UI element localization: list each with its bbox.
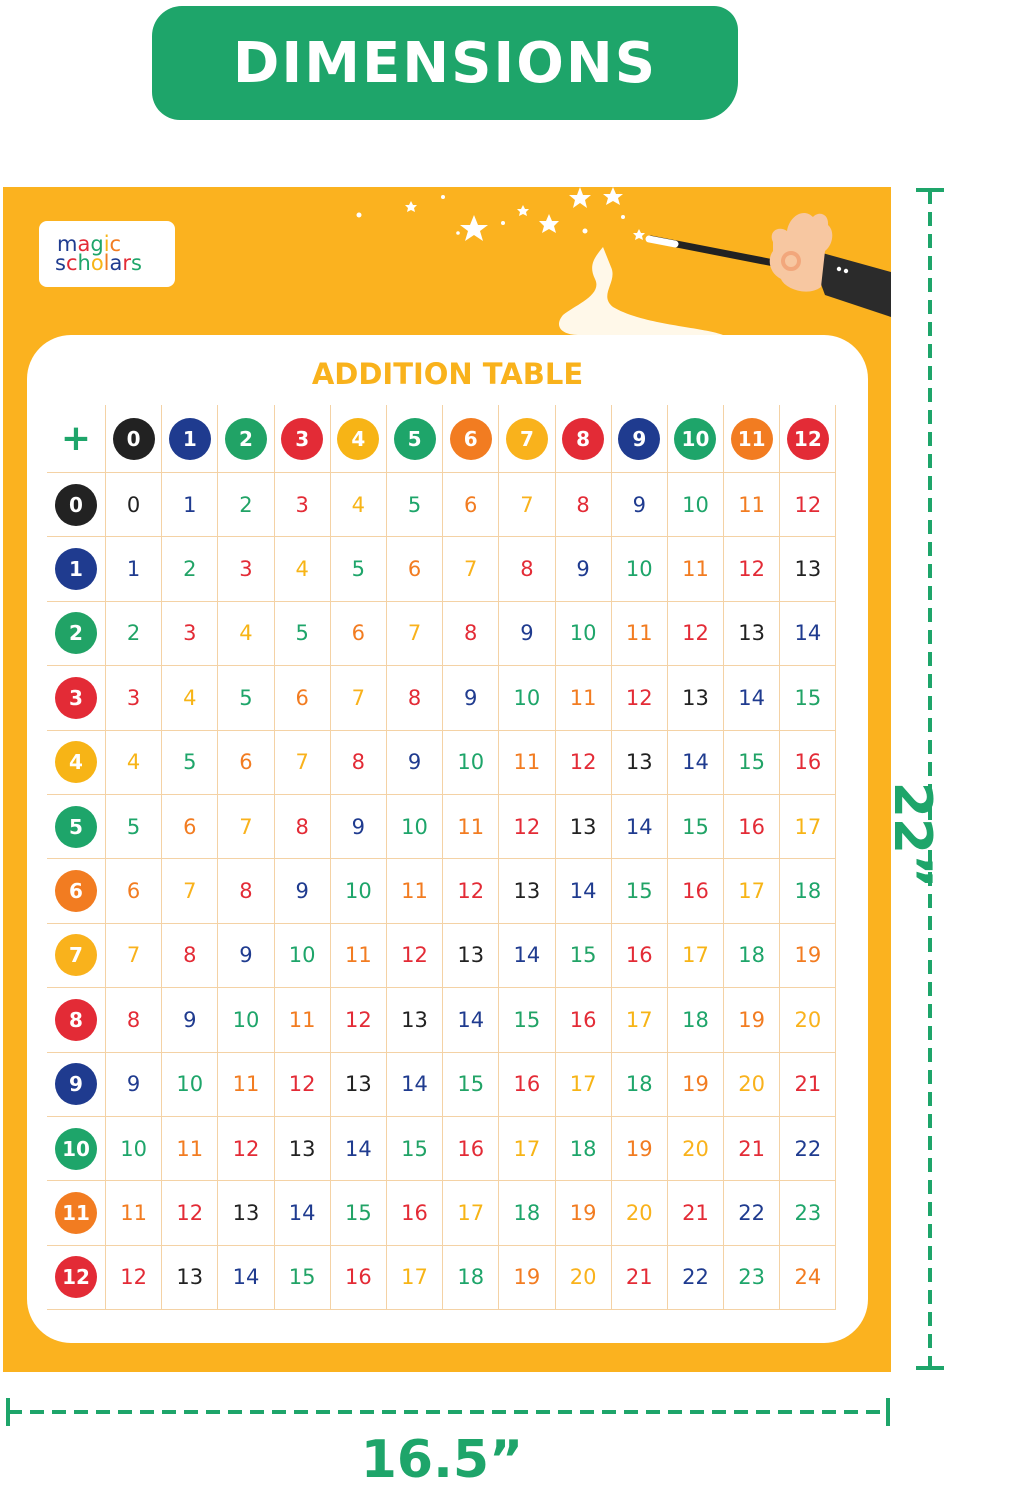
- sum-cell: 9: [443, 666, 499, 730]
- sum-cell: 5: [162, 731, 218, 795]
- sum-cell: 8: [556, 473, 612, 537]
- sum-cell: 3: [218, 537, 274, 601]
- sum-cell: 11: [275, 988, 331, 1052]
- sum-cell: 10: [275, 924, 331, 988]
- sum-cell: 16: [387, 1181, 443, 1245]
- sum-cell: 13: [780, 537, 836, 601]
- sum-cell: 19: [499, 1246, 555, 1310]
- sum-cell: 6: [275, 666, 331, 730]
- row-number-circle: 0: [55, 484, 97, 526]
- header-number-circle: 5: [394, 418, 436, 460]
- sum-cell: 19: [724, 988, 780, 1052]
- sum-cell: 14: [387, 1053, 443, 1117]
- sum-cell: 11: [387, 859, 443, 923]
- sum-cell: 5: [387, 473, 443, 537]
- row-number-circle: 8: [55, 999, 97, 1041]
- sum-cell: 8: [218, 859, 274, 923]
- sum-cell: 3: [162, 602, 218, 666]
- logo-letter: s: [131, 251, 142, 275]
- sum-cell: 6: [106, 859, 162, 923]
- sum-cell: 7: [387, 602, 443, 666]
- sum-cell: 4: [162, 666, 218, 730]
- sum-cell: 11: [556, 666, 612, 730]
- sum-cell: 21: [724, 1117, 780, 1181]
- logo-letter: c: [65, 251, 78, 275]
- sum-cell: 20: [556, 1246, 612, 1310]
- sum-cell: 17: [668, 924, 724, 988]
- sum-cell: 11: [612, 602, 668, 666]
- header-number-circle: 3: [281, 418, 323, 460]
- sum-cell: 13: [556, 795, 612, 859]
- sum-cell: 11: [106, 1181, 162, 1245]
- sum-cell: 8: [106, 988, 162, 1052]
- sum-cell: 16: [499, 1053, 555, 1117]
- sum-cell: 10: [499, 666, 555, 730]
- sum-cell: 14: [218, 1246, 274, 1310]
- sum-cell: 17: [780, 795, 836, 859]
- sum-cell: 16: [556, 988, 612, 1052]
- height-label: 22”: [882, 781, 942, 889]
- sum-cell: 10: [218, 988, 274, 1052]
- sum-cell: 22: [724, 1181, 780, 1245]
- row-number-circle: 3: [55, 677, 97, 719]
- sum-cell: 16: [668, 859, 724, 923]
- sum-cell: 17: [612, 988, 668, 1052]
- sum-cell: 3: [106, 666, 162, 730]
- sum-cell: 8: [331, 731, 387, 795]
- sum-cell: 6: [162, 795, 218, 859]
- sum-cell: 20: [780, 988, 836, 1052]
- sum-cell: 10: [106, 1117, 162, 1181]
- sum-cell: 11: [162, 1117, 218, 1181]
- sum-cell: 5: [331, 537, 387, 601]
- sum-cell: 11: [331, 924, 387, 988]
- sum-cell: 14: [275, 1181, 331, 1245]
- sum-cell: 11: [499, 731, 555, 795]
- sum-cell: 17: [387, 1246, 443, 1310]
- sum-cell: 6: [331, 602, 387, 666]
- header-number-circle: 8: [562, 418, 604, 460]
- sum-cell: 16: [780, 731, 836, 795]
- width-label: 16.5”: [360, 1430, 524, 1490]
- sum-cell: 19: [612, 1117, 668, 1181]
- sum-cell: 12: [218, 1117, 274, 1181]
- sum-cell: 20: [724, 1053, 780, 1117]
- row-number-circle: 9: [55, 1063, 97, 1105]
- sum-cell: 10: [443, 731, 499, 795]
- sum-cell: 9: [387, 731, 443, 795]
- sum-cell: 9: [275, 859, 331, 923]
- row-number-circle: 4: [55, 741, 97, 783]
- sum-cell: 7: [443, 537, 499, 601]
- sum-cell: 12: [724, 537, 780, 601]
- sum-cell: 1: [106, 537, 162, 601]
- sum-cell: 17: [443, 1181, 499, 1245]
- sum-cell: 9: [218, 924, 274, 988]
- sum-cell: 17: [724, 859, 780, 923]
- logo-letter: a: [109, 251, 123, 275]
- sum-cell: 12: [668, 602, 724, 666]
- header-number-circle: 4: [337, 418, 379, 460]
- sum-cell: 20: [612, 1181, 668, 1245]
- sum-cell: 22: [668, 1246, 724, 1310]
- sum-cell: 13: [387, 988, 443, 1052]
- sum-cell: 15: [556, 924, 612, 988]
- sum-cell: 3: [275, 473, 331, 537]
- sum-cell: 23: [724, 1246, 780, 1310]
- sum-cell: 13: [218, 1181, 274, 1245]
- sum-cell: 11: [443, 795, 499, 859]
- header-number-circle: 7: [506, 418, 548, 460]
- row-number-circle: 5: [55, 806, 97, 848]
- row-number-circle: 7: [55, 934, 97, 976]
- logo-letter: s: [55, 251, 66, 275]
- header-number-circle: 12: [787, 418, 829, 460]
- banner-title: DIMENSIONS: [232, 30, 658, 96]
- sum-cell: 12: [162, 1181, 218, 1245]
- sum-cell: 14: [556, 859, 612, 923]
- sum-cell: 11: [724, 473, 780, 537]
- sum-cell: 21: [612, 1246, 668, 1310]
- sum-cell: 5: [106, 795, 162, 859]
- sum-cell: 7: [106, 924, 162, 988]
- sum-cell: 2: [218, 473, 274, 537]
- sum-cell: 24: [780, 1246, 836, 1310]
- sum-cell: 13: [275, 1117, 331, 1181]
- sum-cell: 7: [162, 859, 218, 923]
- sum-cell: 6: [218, 731, 274, 795]
- sum-cell: 16: [331, 1246, 387, 1310]
- sum-cell: 12: [106, 1246, 162, 1310]
- sum-cell: 19: [780, 924, 836, 988]
- sum-cell: 18: [612, 1053, 668, 1117]
- sum-cell: 9: [612, 473, 668, 537]
- sum-cell: 14: [668, 731, 724, 795]
- sum-cell: 4: [275, 537, 331, 601]
- sum-cell: 14: [331, 1117, 387, 1181]
- sum-cell: 16: [443, 1117, 499, 1181]
- sum-cell: 15: [499, 988, 555, 1052]
- sum-cell: 10: [668, 473, 724, 537]
- sum-cell: 15: [331, 1181, 387, 1245]
- sum-cell: 12: [331, 988, 387, 1052]
- logo-letter: i: [103, 232, 110, 256]
- sum-cell: 13: [668, 666, 724, 730]
- sum-cell: 7: [331, 666, 387, 730]
- sum-cell: 12: [780, 473, 836, 537]
- logo-letter: m: [57, 232, 78, 256]
- header-number-circle: 11: [731, 418, 773, 460]
- sum-cell: 4: [106, 731, 162, 795]
- sum-cell: 15: [780, 666, 836, 730]
- sum-cell: 2: [162, 537, 218, 601]
- sum-cell: 21: [780, 1053, 836, 1117]
- sum-cell: 14: [724, 666, 780, 730]
- sum-cell: 13: [162, 1246, 218, 1310]
- logo-letter: l: [103, 251, 110, 275]
- sum-cell: 19: [556, 1181, 612, 1245]
- sum-cell: 17: [499, 1117, 555, 1181]
- row-number-circle: 1: [55, 548, 97, 590]
- sum-cell: 18: [668, 988, 724, 1052]
- sum-cell: 2: [106, 602, 162, 666]
- sum-cell: 10: [556, 602, 612, 666]
- sum-cell: 8: [387, 666, 443, 730]
- row-number-circle: 10: [55, 1128, 97, 1170]
- sum-cell: 12: [275, 1053, 331, 1117]
- sum-cell: 22: [780, 1117, 836, 1181]
- sum-cell: 10: [162, 1053, 218, 1117]
- sum-cell: 19: [668, 1053, 724, 1117]
- sum-cell: 11: [668, 537, 724, 601]
- header-number-circle: 0: [113, 418, 155, 460]
- header-number-circle: 2: [225, 418, 267, 460]
- sum-cell: 8: [499, 537, 555, 601]
- sum-cell: 6: [443, 473, 499, 537]
- sum-cell: 12: [443, 859, 499, 923]
- sum-cell: 9: [106, 1053, 162, 1117]
- sum-cell: 9: [331, 795, 387, 859]
- logo-letter: r: [122, 251, 132, 275]
- width-dimension-line: [8, 1398, 888, 1426]
- row-number-circle: 6: [55, 870, 97, 912]
- sum-cell: 20: [668, 1117, 724, 1181]
- header-number-circle: 1: [169, 418, 211, 460]
- sum-cell: 14: [780, 602, 836, 666]
- sum-cell: 21: [668, 1181, 724, 1245]
- sum-cell: 13: [612, 731, 668, 795]
- sum-cell: 10: [612, 537, 668, 601]
- sum-cell: 4: [218, 602, 274, 666]
- sum-cell: 12: [387, 924, 443, 988]
- sum-cell: 7: [275, 731, 331, 795]
- sum-cell: 9: [499, 602, 555, 666]
- sum-cell: 13: [443, 924, 499, 988]
- sum-cell: 12: [556, 731, 612, 795]
- header-number-circle: 10: [674, 418, 716, 460]
- sum-cell: 8: [443, 602, 499, 666]
- row-number-circle: 11: [55, 1192, 97, 1234]
- row-number-circle: 2: [55, 612, 97, 654]
- sum-cell: 12: [612, 666, 668, 730]
- logo-letter: a: [77, 232, 91, 256]
- operator-plus: +: [47, 405, 106, 473]
- sum-cell: 7: [218, 795, 274, 859]
- sum-cell: 11: [218, 1053, 274, 1117]
- logo-letter: c: [109, 232, 122, 256]
- row-number-circle: 12: [55, 1256, 97, 1298]
- sum-cell: 18: [443, 1246, 499, 1310]
- sum-cell: 13: [331, 1053, 387, 1117]
- sum-cell: 13: [499, 859, 555, 923]
- sum-cell: 15: [724, 731, 780, 795]
- sum-cell: 5: [218, 666, 274, 730]
- sum-cell: 5: [275, 602, 331, 666]
- sum-cell: 8: [275, 795, 331, 859]
- sum-cell: 18: [556, 1117, 612, 1181]
- sum-cell: 4: [331, 473, 387, 537]
- sum-cell: 14: [612, 795, 668, 859]
- logo-letter: o: [90, 251, 104, 275]
- sum-cell: 9: [556, 537, 612, 601]
- sum-cell: 8: [162, 924, 218, 988]
- sum-cell: 7: [499, 473, 555, 537]
- sum-cell: 18: [780, 859, 836, 923]
- sum-cell: 15: [275, 1246, 331, 1310]
- sum-cell: 14: [499, 924, 555, 988]
- logo-letter: g: [90, 232, 104, 256]
- sum-cell: 18: [724, 924, 780, 988]
- sum-cell: 15: [387, 1117, 443, 1181]
- sum-cell: 15: [443, 1053, 499, 1117]
- header-number-circle: 6: [450, 418, 492, 460]
- sum-cell: 15: [612, 859, 668, 923]
- sum-cell: 16: [724, 795, 780, 859]
- sum-cell: 23: [780, 1181, 836, 1245]
- sum-cell: 18: [499, 1181, 555, 1245]
- logo-letter: h: [77, 251, 91, 275]
- sum-cell: 9: [162, 988, 218, 1052]
- sum-cell: 12: [499, 795, 555, 859]
- sum-cell: 1: [162, 473, 218, 537]
- sum-cell: 17: [556, 1053, 612, 1117]
- sum-cell: 16: [612, 924, 668, 988]
- sum-cell: 10: [387, 795, 443, 859]
- sum-cell: 15: [668, 795, 724, 859]
- sum-cell: 6: [387, 537, 443, 601]
- header-number-circle: 9: [618, 418, 660, 460]
- sum-cell: 14: [443, 988, 499, 1052]
- sum-cell: 0: [106, 473, 162, 537]
- sum-cell: 10: [331, 859, 387, 923]
- table-title: ADDITION TABLE: [311, 357, 584, 391]
- sum-cell: 13: [724, 602, 780, 666]
